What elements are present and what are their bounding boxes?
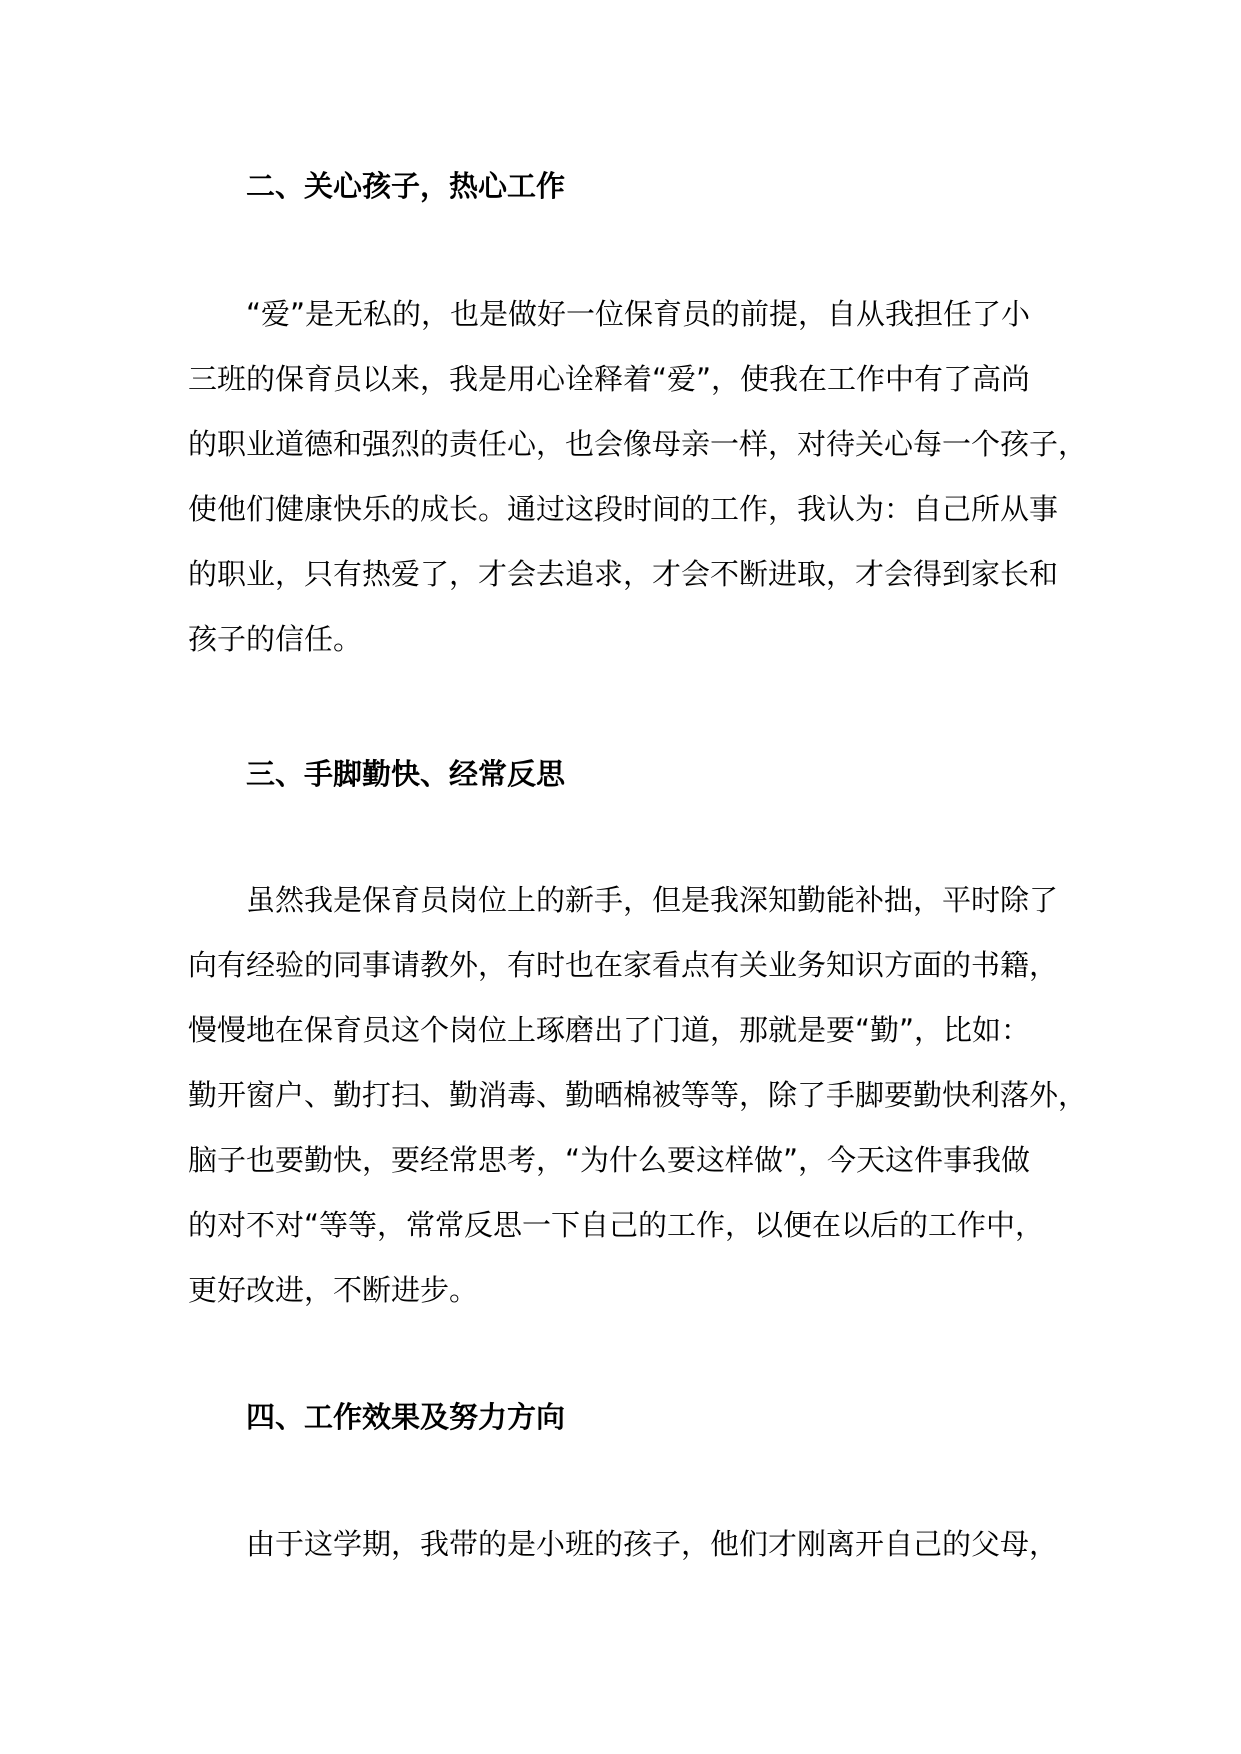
paragraph-line: 使他们健康快乐的成长。通过这段时间的工作，我认为：自己所从事 [188,492,1059,526]
paragraph-line: 由于这学期，我带的是小班的孩子，他们才刚离开自己的父母， [246,1527,1059,1561]
section-paragraph-3 [188,868,1088,1323]
section-heading-4: 四、工作效果及努力方向 [246,1400,566,1434]
paragraph-line: 孩子的信任。 [188,622,363,656]
paragraph-line: 勤开窗户、勤打扫、勤消毒、勤晒棉被等等，除了手脚要勤快利落外， [188,1078,1088,1112]
paragraph-line: 更好改进，不断进步。 [188,1273,479,1307]
paragraph-line: 脑子也要勤快，要经常思考，“为什么要这样做”，今天这件事我做 [188,1143,1031,1177]
section-paragraph-2 [188,282,1088,672]
section-paragraph-4 [188,1512,1068,1577]
paragraph-line: 的对不对“等等，常常反思一下自己的工作，以便在以后的工作中， [188,1208,1045,1242]
paragraph-line: 三班的保育员以来，我是用心诠释着“爱”，使我在工作中有了高尚 [188,362,1031,396]
paragraph-line: 虽然我是保育员岗位上的新手，但是我深知勤能补拙，平时除了 [246,883,1059,917]
paragraph-line: “爱”是无私的，也是做好一位保育员的前提，自从我担任了小 [246,297,1031,331]
section-heading-3: 三、手脚勤快、经常反思 [246,757,566,791]
paragraph-line: 慢慢地在保育员这个岗位上琢磨出了门道，那就是要“勤”，比如： [188,1013,1031,1047]
paragraph-line: 的职业道德和强烈的责任心，也会像母亲一样，对待关心每一个孩子， [188,427,1088,461]
section-heading-2: 二、关心孩子，热心工作 [246,169,566,203]
paragraph-line: 向有经验的同事请教外，有时也在家看点有关业务知识方面的书籍， [188,948,1059,982]
paragraph-line: 的职业，只有热爱了，才会去追求，才会不断进取，才会得到家长和 [188,557,1059,591]
